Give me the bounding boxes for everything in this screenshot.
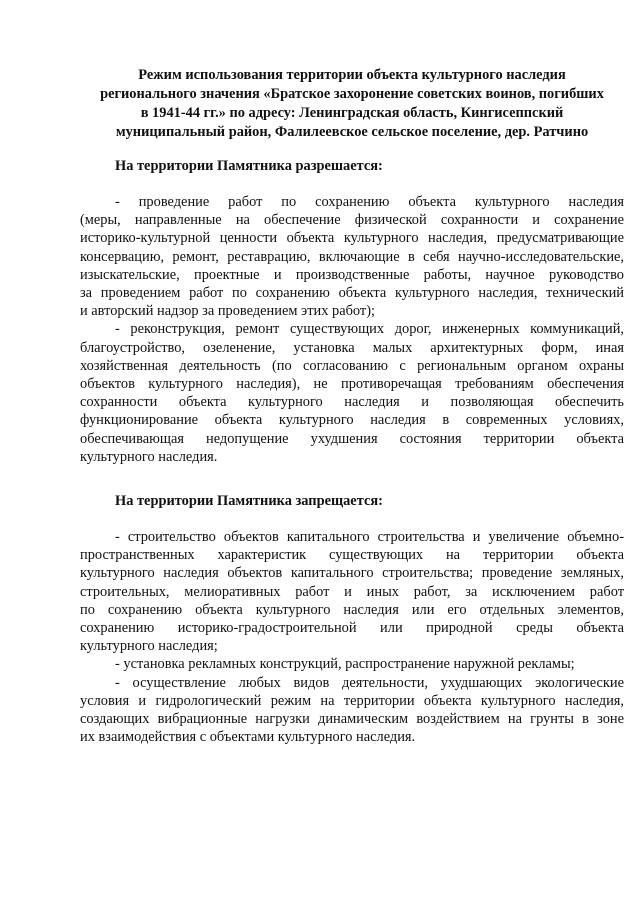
text-line: - проведение работ по сохранению объекта культурного наследия <box>115 194 624 210</box>
allowed-heading: На территории Памятника разрешается: <box>115 158 383 174</box>
text-line: по сохранению объекта культурного наследия или его отдельных элементов, <box>80 601 624 618</box>
text-line: благоустройство, озеленение, установка малых архитектурных форм, иная <box>80 339 624 356</box>
text-line: сохранению историко-градостроительной или природной среды объекта <box>80 620 624 637</box>
text-line: создающих вибрационные нагрузки динамическим воздействием на грунты в зоне <box>80 711 624 728</box>
text-line: за проведением работ по сохранению объекта культурного наследия, технический <box>80 285 624 302</box>
title-line: регионального значения «Братское захоронение советских воинов, погибших <box>100 86 604 102</box>
text-line: функционирование объекта культурного наследия в современных условиях, <box>80 412 624 429</box>
text-line: хозяйственная деятельность (по согласованию с региональным органом охраны <box>80 357 624 374</box>
text-line: и авторский надзор за проведением этих работ); <box>80 303 375 320</box>
title-line: муниципальный район, Фалилеевское сельское поселение, дер. Ратчино <box>115 124 589 140</box>
forbidden-item-advertising <box>80 655 624 673</box>
forbidden-heading: На территории Памятника запрещается: <box>115 493 383 510</box>
text-line: изыскательские, проектные и производственные работы, научное руководство <box>80 266 624 283</box>
text-line: культурного наследия объектов капитального строительства; проведение земляных, <box>80 565 624 582</box>
text-line: обеспечивающая недопущение ухудшения состояния территории объекта <box>80 430 624 447</box>
text-line: консервацию, ремонт, реставрацию, включающие в себя научно-исследовательские, <box>80 248 624 265</box>
document-title <box>80 66 624 142</box>
text-line: пространственных характеристик существующих на территории объекта <box>80 547 624 564</box>
text-line: (меры, направленные на обеспечение физической сохранности и сохранение <box>80 212 624 229</box>
text-line: строительных, мелиоративных работ и иных работ, за исключением работ <box>80 583 624 600</box>
title-line: Режим использования территории объекта культурного наследия <box>138 67 566 83</box>
forbidden-item-construction <box>80 528 624 655</box>
forbidden-item-harmful-activity <box>80 674 624 747</box>
text-line: - установка рекламных конструкций, распространение наружной рекламы; <box>115 656 575 673</box>
text-line: - строительство объектов капитального строительства и увеличение объемно- <box>115 529 624 546</box>
text-line: сохранности объекта культурного наследия и позволяющая обеспечить <box>80 394 624 411</box>
title-line: в 1941-44 гг.» по адресу: Ленинградская область, Кингисеппский <box>140 105 564 121</box>
allowed-item-conservation <box>80 193 624 320</box>
text-line: - реконструкция, ремонт существующих дорог, инженерных коммуникаций, <box>115 321 624 338</box>
text-line: условия и гидрологический режим на территории объекта культурного наследия, <box>80 692 624 709</box>
text-line: их взаимодействия с объектами культурного наследия. <box>80 729 416 746</box>
text-line: объектов культурного наследия), не противоречащая требованиям обеспечения <box>80 376 624 393</box>
text-line: - осуществление любых видов деятельности, ухудшающих экологические <box>115 674 624 691</box>
section-spacer <box>80 466 624 492</box>
allowed-item-reconstruction <box>80 320 624 466</box>
text-line: культурного наследия; <box>80 638 218 655</box>
text-line: культурного наследия. <box>80 448 218 465</box>
text-line: историко-культурной ценности объекта культурного наследия, предусматривающие <box>80 230 624 247</box>
